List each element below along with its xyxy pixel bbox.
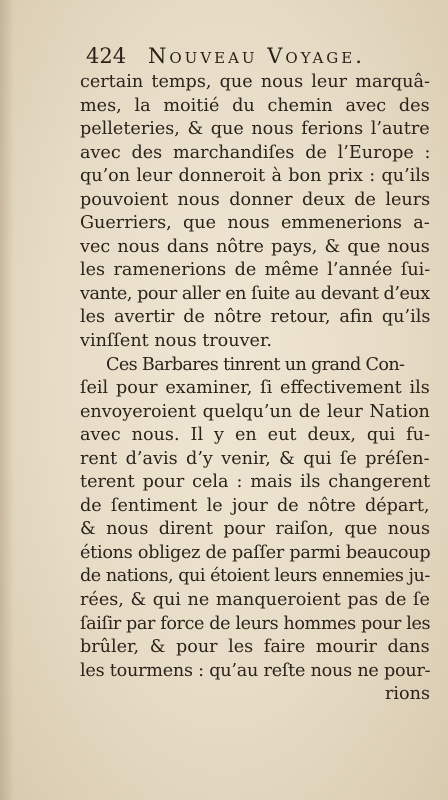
text-line: de nations, qui étoient leurs ennemies ju- [80,566,430,587]
paragraph-start-line: Ces Barbares tinrent un grand Con- [106,354,405,375]
text-line: qu’on leur donneroit à bon prix : qu’ils [80,166,430,187]
text-line: Guerriers, que nous emmenerions a- [80,213,430,234]
text-line: vante, pour aller en ſuite au devant d’eux [80,283,430,304]
text-line: avec des marchandiſes de l’Europe : [80,142,430,163]
text-line: & nous dirent pour raiſon, que nous [80,519,430,540]
text-line: ſaiſir par force de leurs hommes pour les [80,613,430,634]
body-text [80,71,430,707]
text-line: vec nous dans nôtre pays, & que nous [80,236,430,257]
text-line: terent pour cela : mais ils changerent [80,472,430,493]
text-line: brûler, & pour les faire mourir dans [80,637,430,658]
text-line: les ramenerions de même l’année ſui- [80,260,430,281]
text-line: certain temps, que nous leur marquâ- [80,72,430,92]
text-line: pouvoient nous donner deux de leurs [80,189,430,210]
text-line: étions obligez de paſſer parmi beaucoup [80,542,430,563]
page-number: 424 [86,44,127,68]
page-header [86,40,431,72]
text-line: rées, & qui ne manqueroient pas de ſe [80,590,430,611]
text-line: avec nous. Il y en eut deux, qui fu- [80,425,430,446]
text-line: ſeil pour examiner, ſi effectivement ils [80,378,430,399]
text-line: les tourmens : qu’au reſte nous ne pour- [80,660,430,681]
text-line: envoyeroient quelqu’un de leur Nation [80,401,430,422]
text-line: rent d’avis d’y venir, & qui ſe préſen- [80,448,430,469]
catchword: rions [385,684,430,705]
text-line: de ſentiment le jour de nôtre départ, [80,495,430,516]
binding-shadow [0,0,14,800]
text-line: mes, la moitié du chemin avec des [80,95,430,116]
running-head: Nouveau Voyage. [148,44,365,68]
text-line: les avertir de nôtre retour, afin qu’ils [80,307,430,328]
text-line: vinſſent nous trouver. [80,331,273,352]
text-line: pelleteries, & que nous ferions l’autre [80,119,430,140]
